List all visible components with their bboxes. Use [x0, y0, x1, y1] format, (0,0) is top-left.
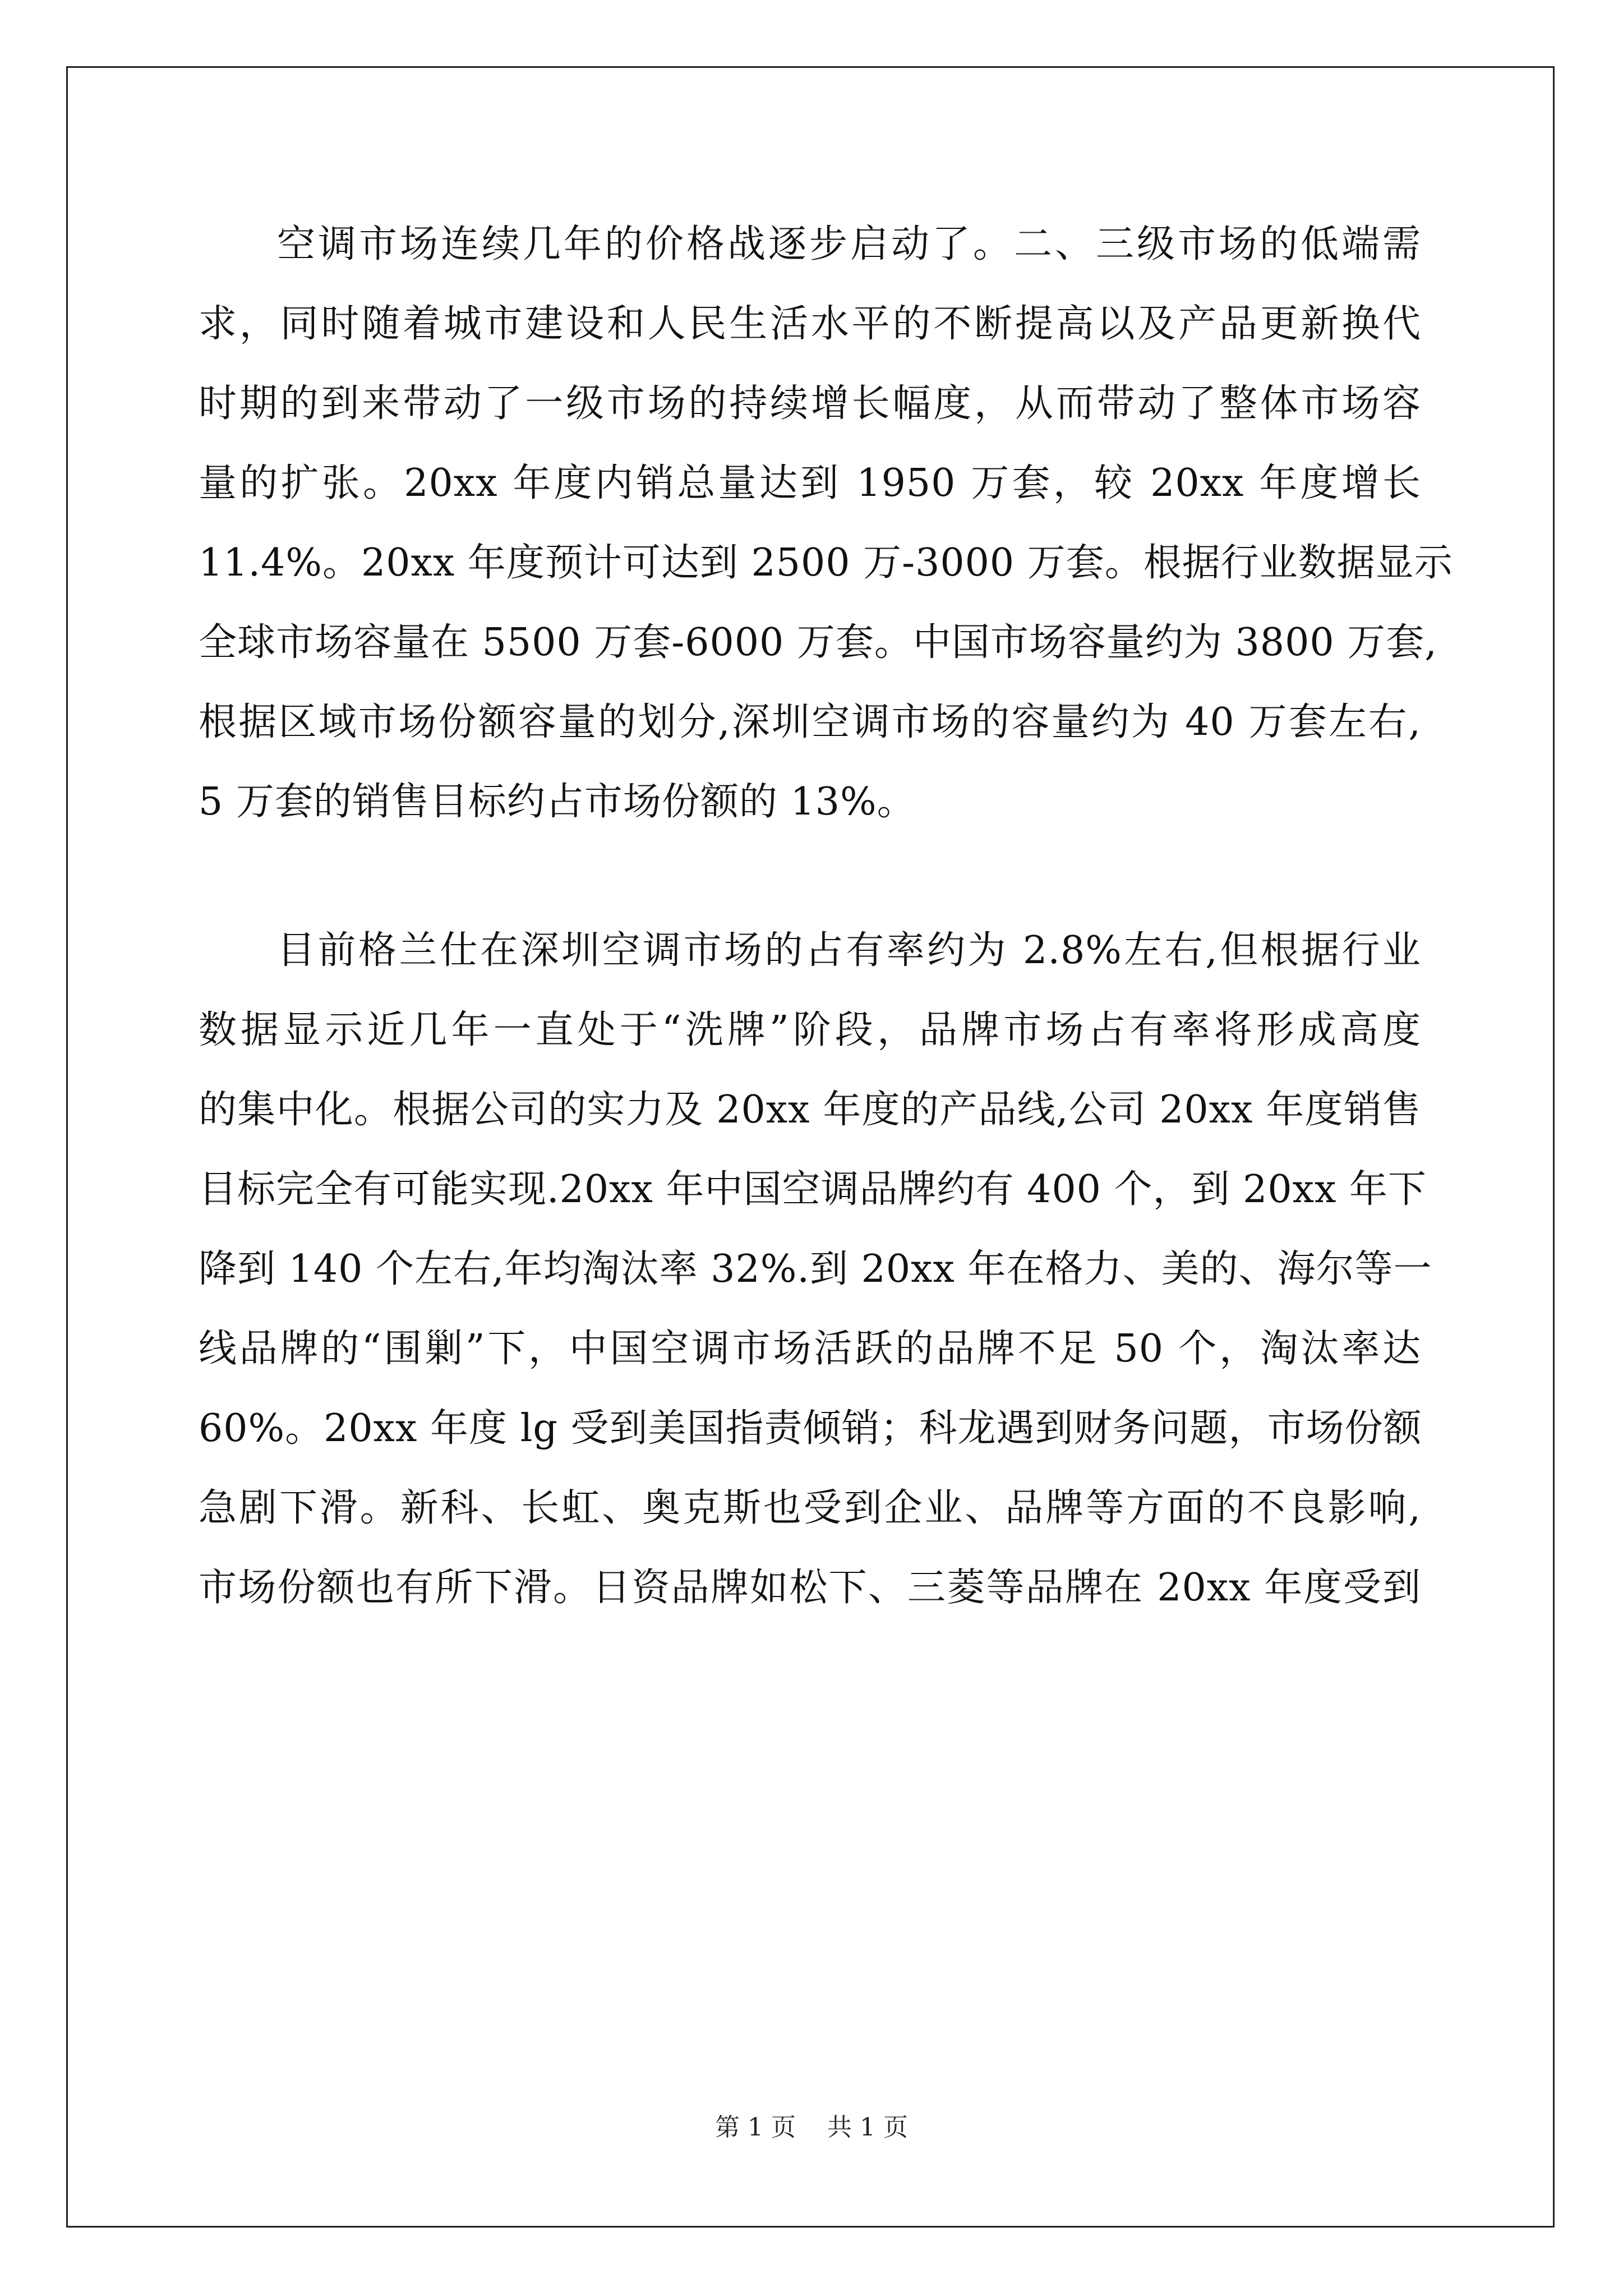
paragraph-1-line-1: 空调市场连续几年的价格战逐步启动了。二、三级市场的低端需: [277, 222, 1421, 266]
paragraph-1-line-7: 根据区域市场份额容量的划分,深圳空调市场的容量约为 40 万套左右,: [199, 700, 1421, 744]
paragraph-2-line-1: 目前格兰仕在深圳空调市场的占有率约为 2.8%左右,但根据行业: [277, 928, 1421, 973]
paragraph-1-line-8: 5 万套的销售目标约占市场份额的 13%。: [199, 780, 916, 824]
paragraph-2-line-6: 线品牌的“围剿”下，中国空调市场活跃的品牌不足 50 个，淘汰率达: [199, 1327, 1421, 1371]
paragraph-2-line-5: 降到 140 个左右,年均淘汰率 32%.到 20xx 年在格力、美的、海尔等一: [199, 1247, 1432, 1291]
page-footer: [0, 2111, 1623, 2145]
paragraph-2-line-7: 60%。20xx 年度 lg 受到美国指责倾销；科龙遇到财务问题，市场份额: [199, 1406, 1422, 1451]
page-number: 第 1 页: [715, 2113, 796, 2142]
paragraph-1-line-5: 11.4%。20xx 年度预计可达到 2500 万-3000 万套。根据行业数据显示: [199, 541, 1453, 585]
paragraph-2-line-8: 急剧下滑。新科、长虹、奥克斯也受到企业、品牌等方面的不良影响,: [199, 1486, 1421, 1530]
paragraph-2-line-2: 数据显示近几年一直处于“洗牌”阶段，品牌市场占有率将形成高度: [199, 1008, 1421, 1052]
paragraph-1-line-4: 量的扩张。20xx 年度内销总量达到 1950 万套，较 20xx 年度增长: [199, 461, 1421, 505]
document-body: [199, 205, 1453, 1628]
paragraph-1-line-3: 时期的到来带动了一级市场的持续增长幅度，从而带动了整体市场容: [199, 381, 1421, 426]
page-total: 共 1 页: [827, 2113, 908, 2142]
paragraph-spacer: [199, 842, 1421, 911]
paragraph-2-line-9: 市场份额也有所下滑。日资品牌如松下、三菱等品牌在 20xx 年度受到: [199, 1566, 1421, 1610]
paragraph-2-line-3: 的集中化。根据公司的实力及 20xx 年度的产品线,公司 20xx 年度销售: [199, 1088, 1421, 1132]
paragraph-1-line-6: 全球市场容量在 5500 万套-6000 万套。中国市场容量约为 3800 万套,: [199, 620, 1437, 665]
paragraph-1-line-2: 求，同时随着城市建设和人民生活水平的不断提高以及产品更新换代: [199, 302, 1421, 346]
paragraph-2-line-4: 目标完全有可能实现.20xx 年中国空调品牌约有 400 个，到 20xx 年下: [199, 1167, 1427, 1212]
